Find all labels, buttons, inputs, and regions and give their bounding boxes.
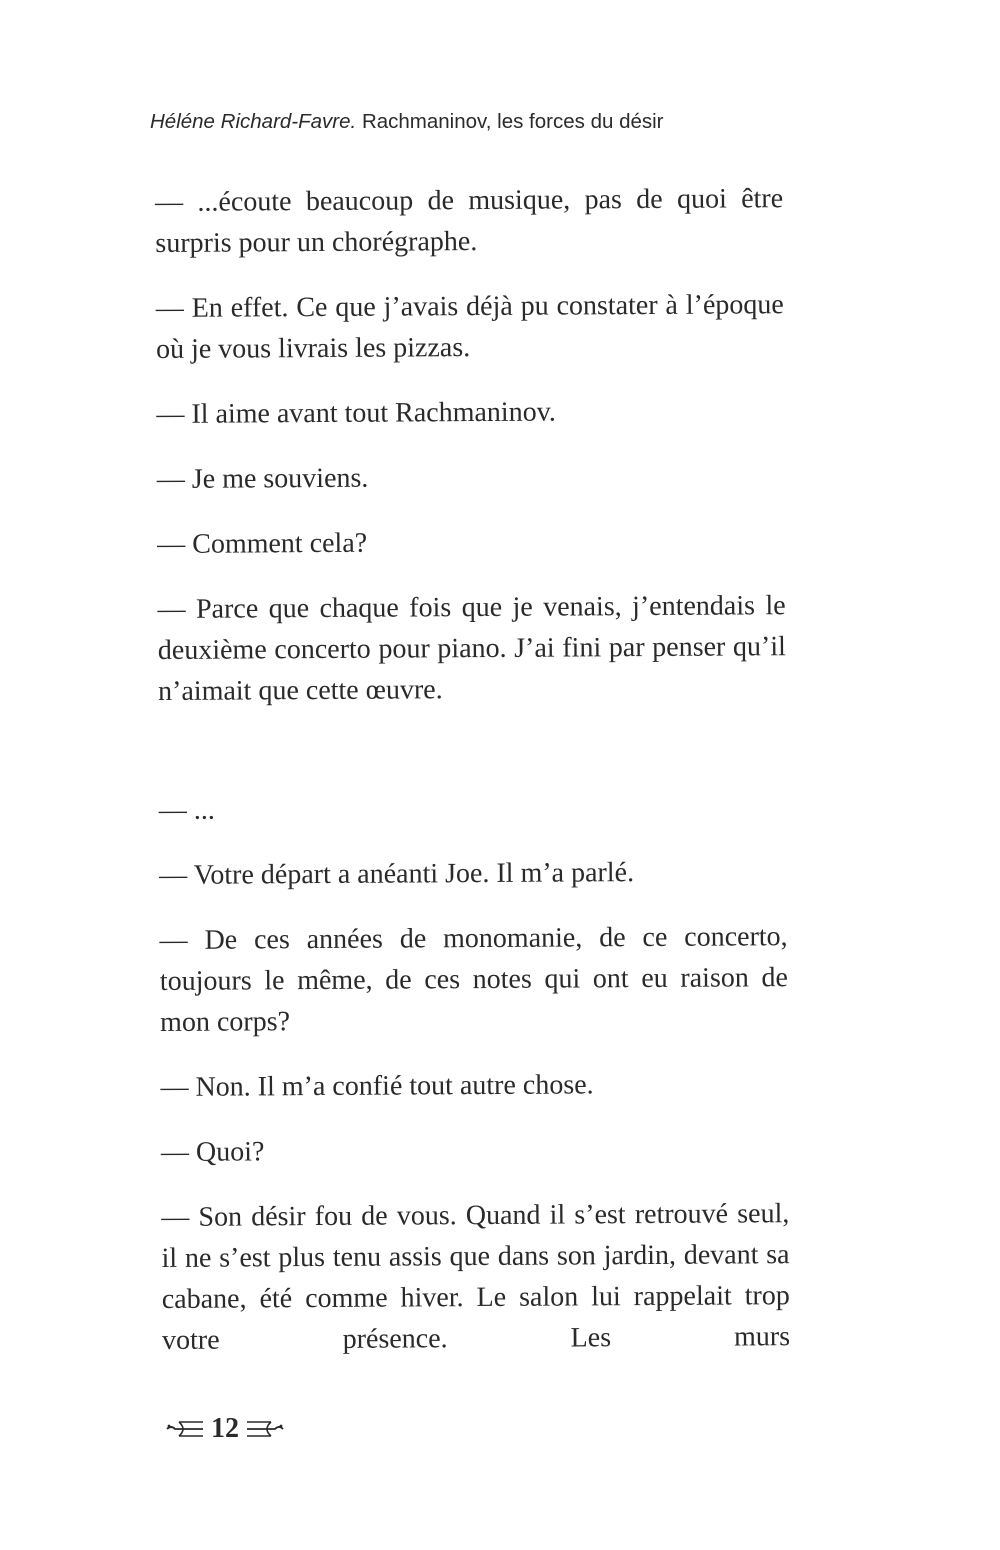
page-folio <box>165 1413 285 1445</box>
paragraph: — Parce que chaque fois que je venais, j’entendais le deuxième concerto pour piano. J’ai fini par penser qu’il n’aimait que cette œuvre. <box>157 590 786 707</box>
left-flourish-icon <box>165 1418 205 1440</box>
running-head-author: Héléne Richard-Favre. <box>150 110 357 133</box>
paragraph: — Votre départ a anéanti Joe. Il m’a parlé. <box>159 857 635 891</box>
page-number: 12 <box>211 1413 239 1444</box>
paragraph: — Non. Il m’a confié tout autre chose. <box>160 1069 594 1103</box>
running-head <box>150 110 664 134</box>
paragraph: — Quoi? <box>160 1136 265 1168</box>
body-text <box>155 178 790 1385</box>
paragraph: — Son désir fou de vous. Quand il s’est retrouvé seul, il ne s’est plus tenu assis que dans son jardin, devant sa cabane, été comme hiver. Le salon lui rappelait trop votre présence. Les murs <box>161 1198 791 1356</box>
paragraph: — De ces années de monomanie, de ce concerto, toujours le même, de ces notes qui ont eu raison de mon corps? <box>159 921 788 1038</box>
paragraph: — Comment cela? <box>157 527 368 560</box>
paragraph: — ...écoute beaucoup de musique, pas de quoi être surpris pour un chorégraphe. <box>155 183 784 259</box>
paragraph: — Je me souviens. <box>156 462 369 495</box>
running-head-title: Rachmaninov, les forces du désir <box>361 110 664 133</box>
paragraph: — En effet. Ce que j’avais déjà pu constater à l’époque où je vous livrais les pizzas. <box>155 289 784 365</box>
right-flourish-icon <box>245 1418 285 1440</box>
paragraph: — ... <box>158 794 215 826</box>
paragraph: — Il aime avant tout Rachmaninov. <box>156 396 556 430</box>
section-break <box>158 732 786 790</box>
